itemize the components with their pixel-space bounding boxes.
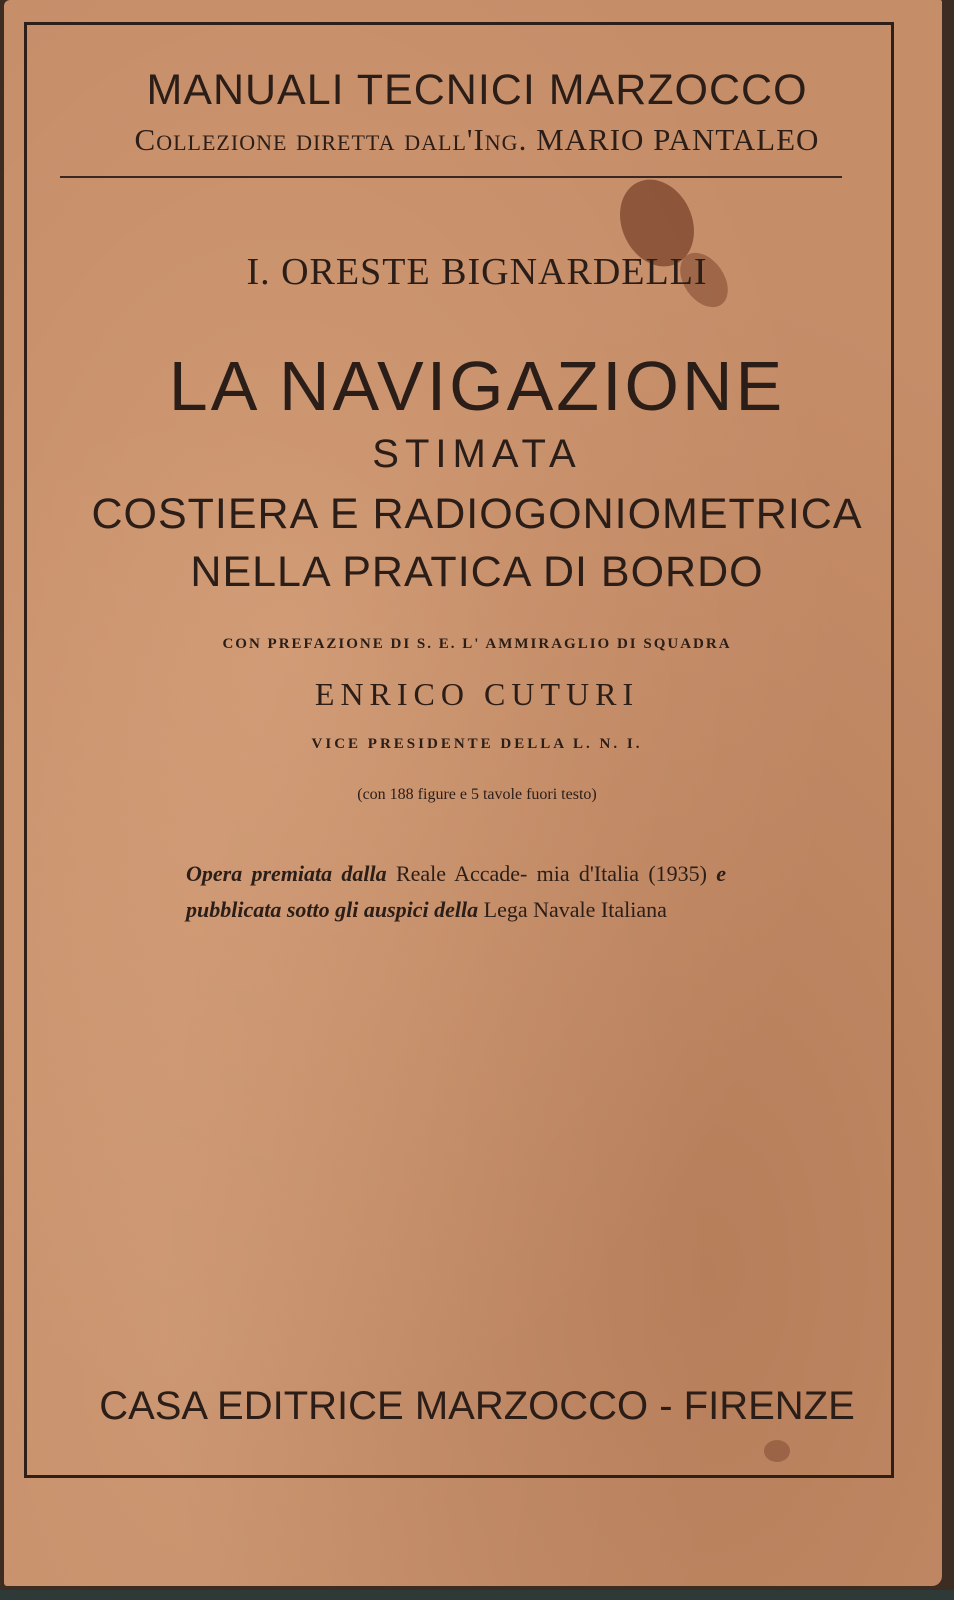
ink-stain	[764, 1440, 790, 1462]
subtitle-line-3: NELLA PRATICA DI BORDO	[190, 548, 764, 596]
figures-note: (con 188 figure e 5 tavole fuori testo)	[357, 786, 597, 803]
award-italic-1: Opera premiata dalla	[186, 861, 387, 886]
award-text-4: Lega Navale Italiana	[483, 897, 667, 922]
header-divider	[60, 176, 842, 178]
award-italic-3: e pubblicata sotto gli auspici della	[186, 861, 727, 922]
subtitle-line-2: COSTIERA E RADIOGONIOMETRICA	[91, 490, 863, 538]
background-edge	[0, 1590, 954, 1600]
preface-author-role: VICE PRESIDENTE DELLA L. N. I.	[311, 736, 643, 752]
author-name: I. ORESTE BIGNARDELLI	[246, 251, 708, 293]
book-title: LA NAVIGAZIONE	[168, 347, 786, 425]
subtitle-line-1: STIMATA	[372, 432, 582, 476]
award-note	[186, 856, 726, 928]
series-title: MANUALI TECNICI MARZOCCO	[146, 66, 808, 114]
preface-author: ENRICO CUTURI	[314, 676, 640, 712]
award-text-2: Reale Accade- mia d'Italia (1935)	[395, 861, 707, 886]
preface-intro: CON PREFAZIONE DI S. E. L' AMMIRAGLIO DI SQUADRA	[222, 636, 732, 652]
publisher-imprint: CASA EDITRICE MARZOCCO - FIRENZE	[99, 1384, 855, 1428]
collection-editor: Collezione diretta dall'Ing. MARIO PANTALEO	[134, 122, 820, 157]
